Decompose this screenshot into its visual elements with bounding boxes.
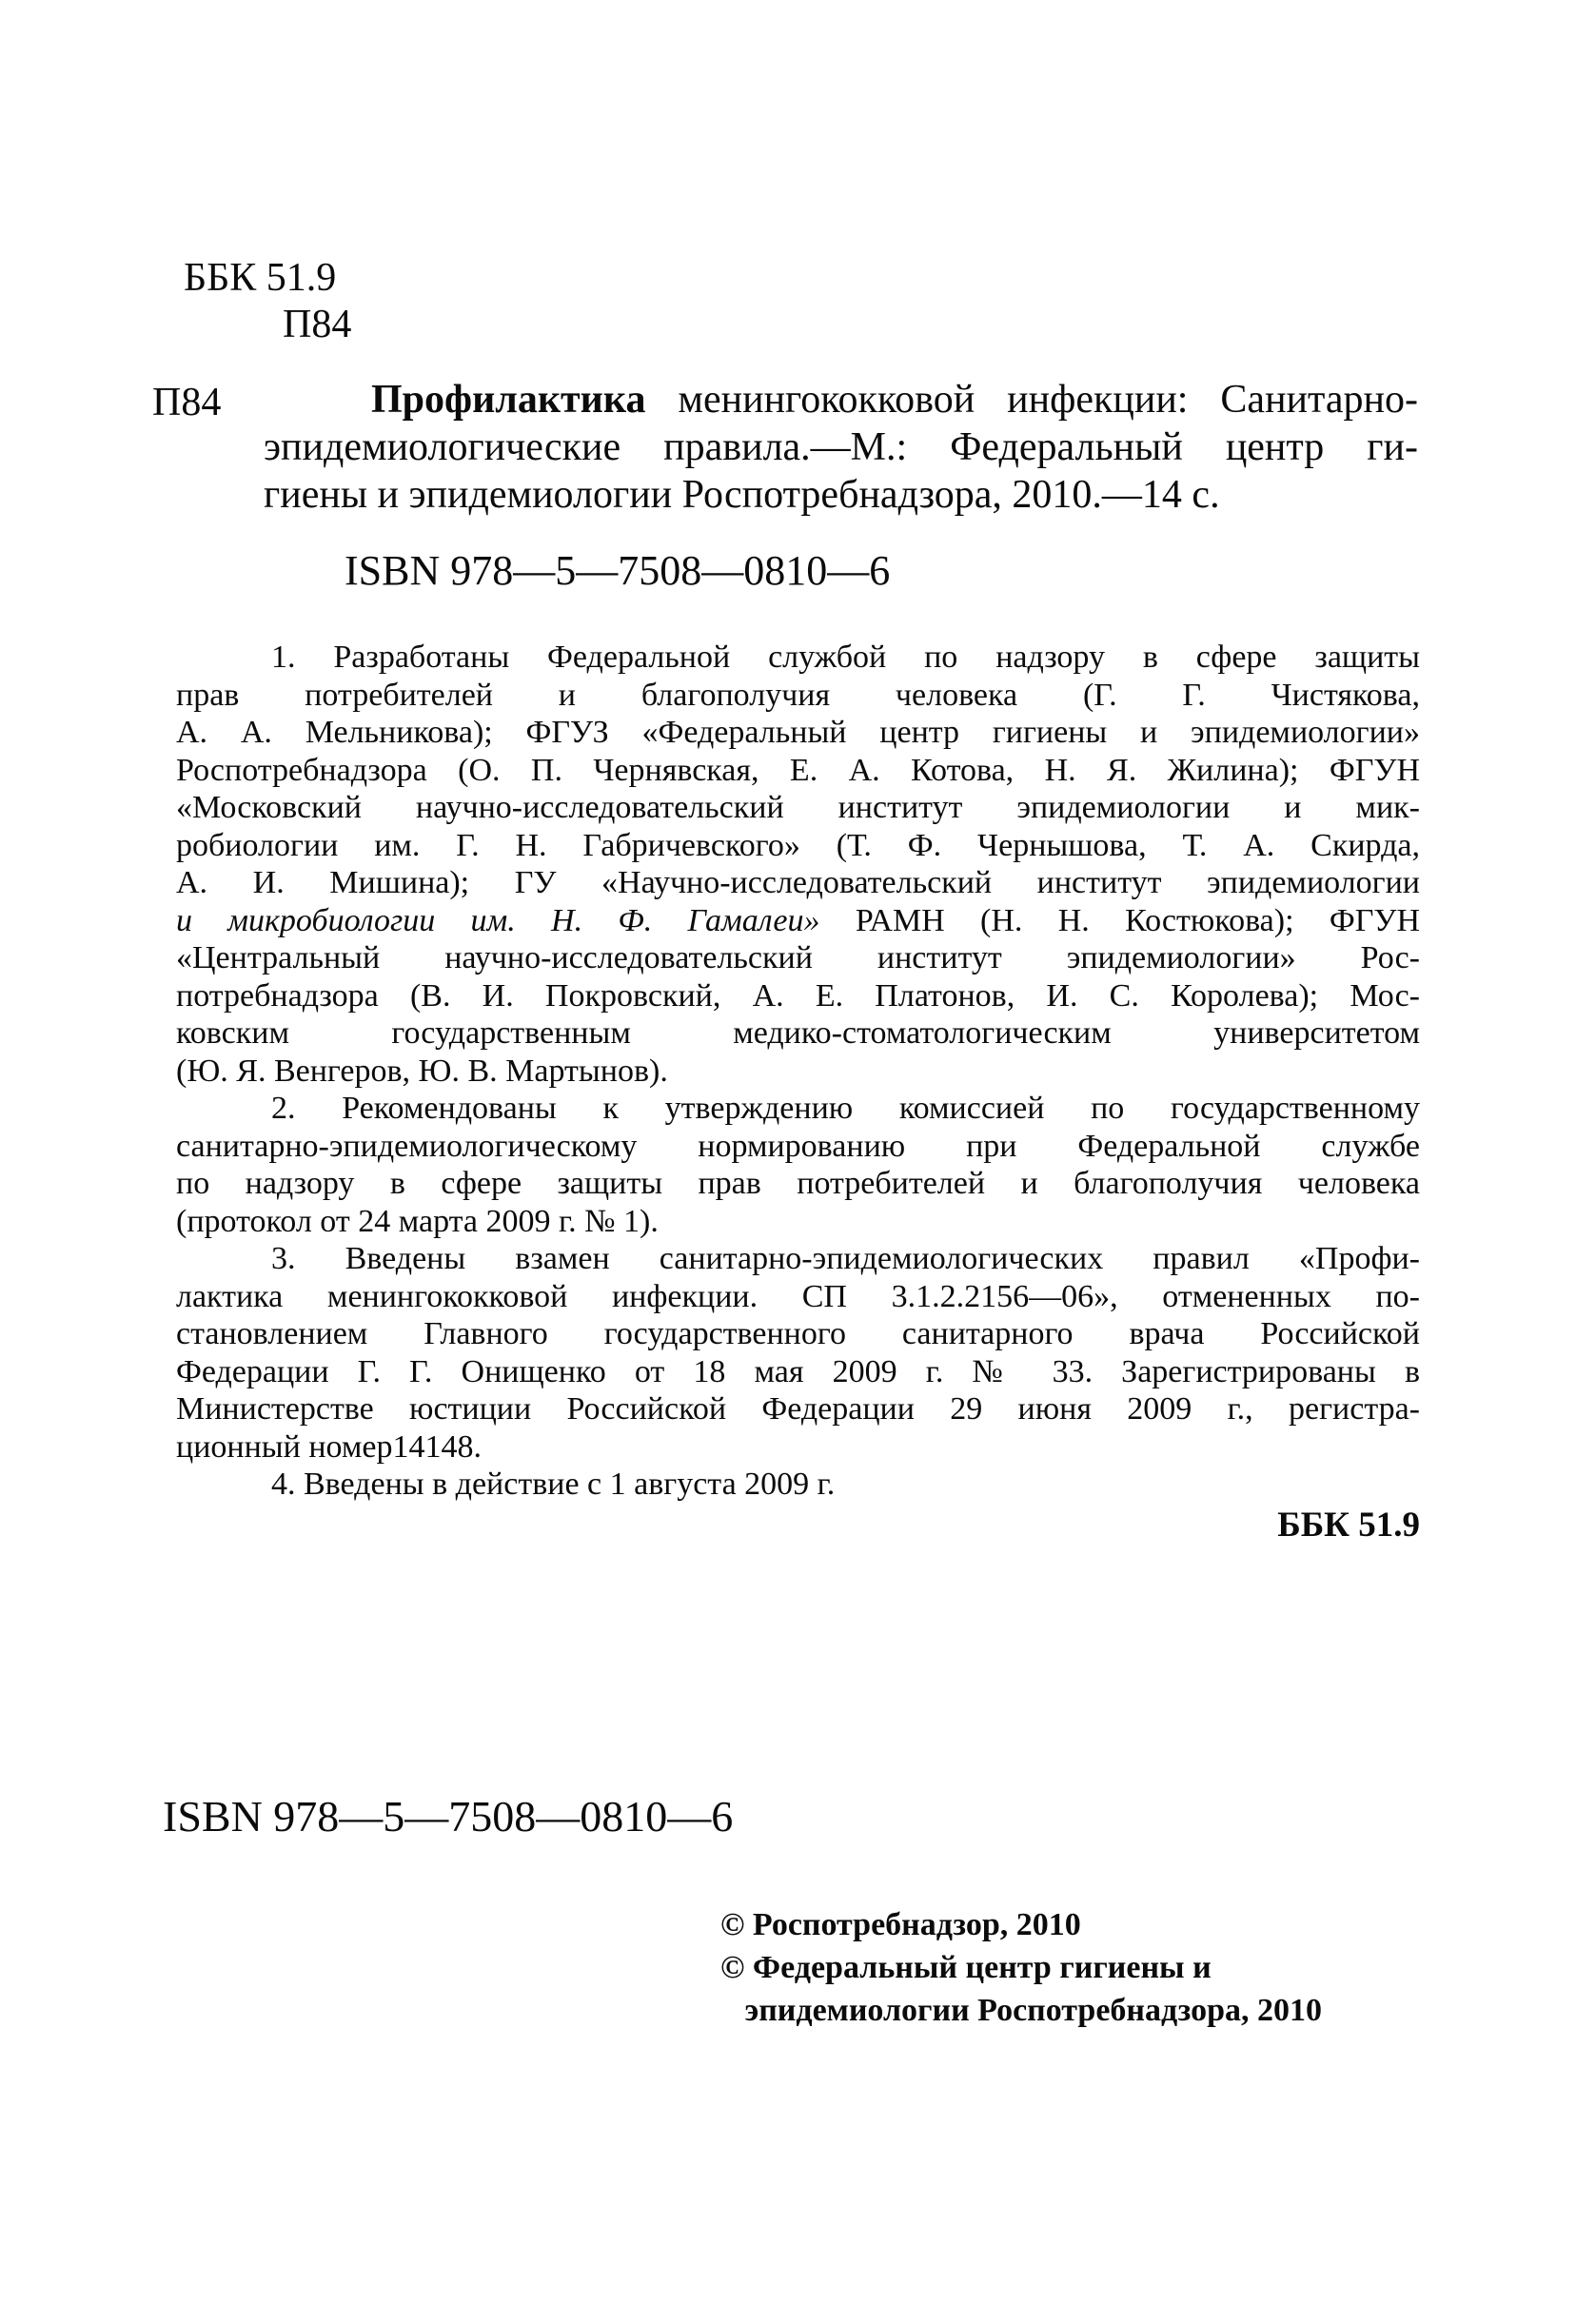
text-line: Министерстве юстиции Российской Федерации 29 июня 2009 г., регистра- bbox=[176, 1391, 1420, 1427]
author-sign-top: П84 bbox=[283, 303, 352, 346]
text-line: робиологии им. Г. Н. Габричевского» (Т. Ф. Чернышова, Т. А. Скирда, bbox=[176, 827, 1420, 863]
isbn-bottom-line: ISBN 978—5—7508—0810—6 bbox=[163, 1792, 734, 1841]
text-line: Профилактика менингококковой инфекции: Санитарно- bbox=[371, 378, 1418, 422]
text-line: Федерации Г. Г. Онищенко от 18 мая 2009 г. № 33. Зарегистрированы в bbox=[176, 1353, 1420, 1389]
text-line: А. А. Мельникова); ФГУЗ «Федеральный центр гигиены и эпидемиологии» bbox=[176, 715, 1420, 750]
text-line: 2. Рекомендованы к утверждению комиссией по государственному bbox=[271, 1091, 1420, 1126]
text-line: ковским государственным медико-стоматологическим университетом bbox=[176, 1015, 1420, 1051]
text-line: ционный номер14148. bbox=[176, 1428, 482, 1465]
text-line: эпидемиологии Роспотребнадзора, 2010 bbox=[720, 1993, 1323, 2028]
text-line: гиены и эпидемиологии Роспотребнадзора, 2010.—14 с. bbox=[264, 473, 1220, 517]
catalog-card-citation bbox=[264, 376, 1418, 519]
annotation-paragraph-4 bbox=[176, 1466, 1420, 1504]
isbn-top-line: ISBN 978—5—7508—0810—6 bbox=[345, 547, 891, 594]
annotation-paragraph-3 bbox=[176, 1240, 1420, 1466]
text-line: становлением Главного государственного санитарного врача Российской bbox=[176, 1316, 1420, 1351]
text-line: (Ю. Я. Венгеров, Ю. В. Мартынов). bbox=[176, 1053, 668, 1089]
text-line: потребнадзора (В. И. Покровский, А. Е. Платонов, И. С. Королева); Мос- bbox=[176, 977, 1420, 1014]
text-line: 3. Введены взамен санитарно-эпидемиологических правил «Профи- bbox=[271, 1241, 1420, 1276]
text-line: Роспотребнадзора (О. П. Чернявская, Е. А. Котова, Н. Я. Жилина); ФГУН bbox=[176, 752, 1420, 788]
text-line: «Центральный научно-исследовательский институт эпидемиологии» Рос- bbox=[176, 940, 1420, 975]
text-line: © Роспотребнадзор, 2010 bbox=[720, 1907, 1081, 1942]
text-line: и микробиологии им. Н. Ф. Гамалеи» РАМН (Н. Н. Костюкова); ФГУН bbox=[176, 902, 1420, 938]
text-line: санитарно-эпидемиологическому нормированию при Федеральной службе bbox=[176, 1128, 1420, 1164]
bbk-classification-block bbox=[184, 255, 351, 348]
text-line: прав потребителей и благополучия человека (Г. Г. Чистякова, bbox=[176, 677, 1420, 713]
catalog-entry-label: П84 bbox=[152, 381, 222, 424]
text-line: «Московский научно-исследовательский институт эпидемиологии и мик- bbox=[176, 790, 1420, 825]
copyright-block bbox=[720, 1903, 1322, 2032]
annotation-paragraph-2 bbox=[176, 1090, 1420, 1240]
text-line: эпидемиологические правила.—М.: Федеральный центр ги- bbox=[264, 425, 1418, 469]
annotation-block bbox=[176, 639, 1420, 1545]
bbk-code-top: ББК 51.9 bbox=[184, 256, 337, 300]
annotation-paragraph-1 bbox=[176, 639, 1420, 1090]
text-line: 1. Разработаны Федеральной службой по надзору в сфере защиты bbox=[271, 640, 1420, 675]
text-line: лактика менингококковой инфекции. СП 3.1.2.2156—06», отмененных по- bbox=[176, 1278, 1420, 1314]
bbk-code-bottom: ББК 51.9 bbox=[1277, 1505, 1420, 1545]
text-line: по надзору в сфере защиты прав потребителей и благополучия человека bbox=[176, 1166, 1420, 1201]
text-line: (протокол от 24 марта 2009 г. № 1). bbox=[176, 1203, 659, 1239]
text-line: © Федеральный центр гигиены и bbox=[720, 1950, 1212, 1985]
text-line: 4. Введены в действие с 1 августа 2009 г. bbox=[271, 1467, 836, 1502]
text-line: А. И. Мишина); ГУ «Научно-исследовательский институт эпидемиологии bbox=[176, 865, 1420, 900]
